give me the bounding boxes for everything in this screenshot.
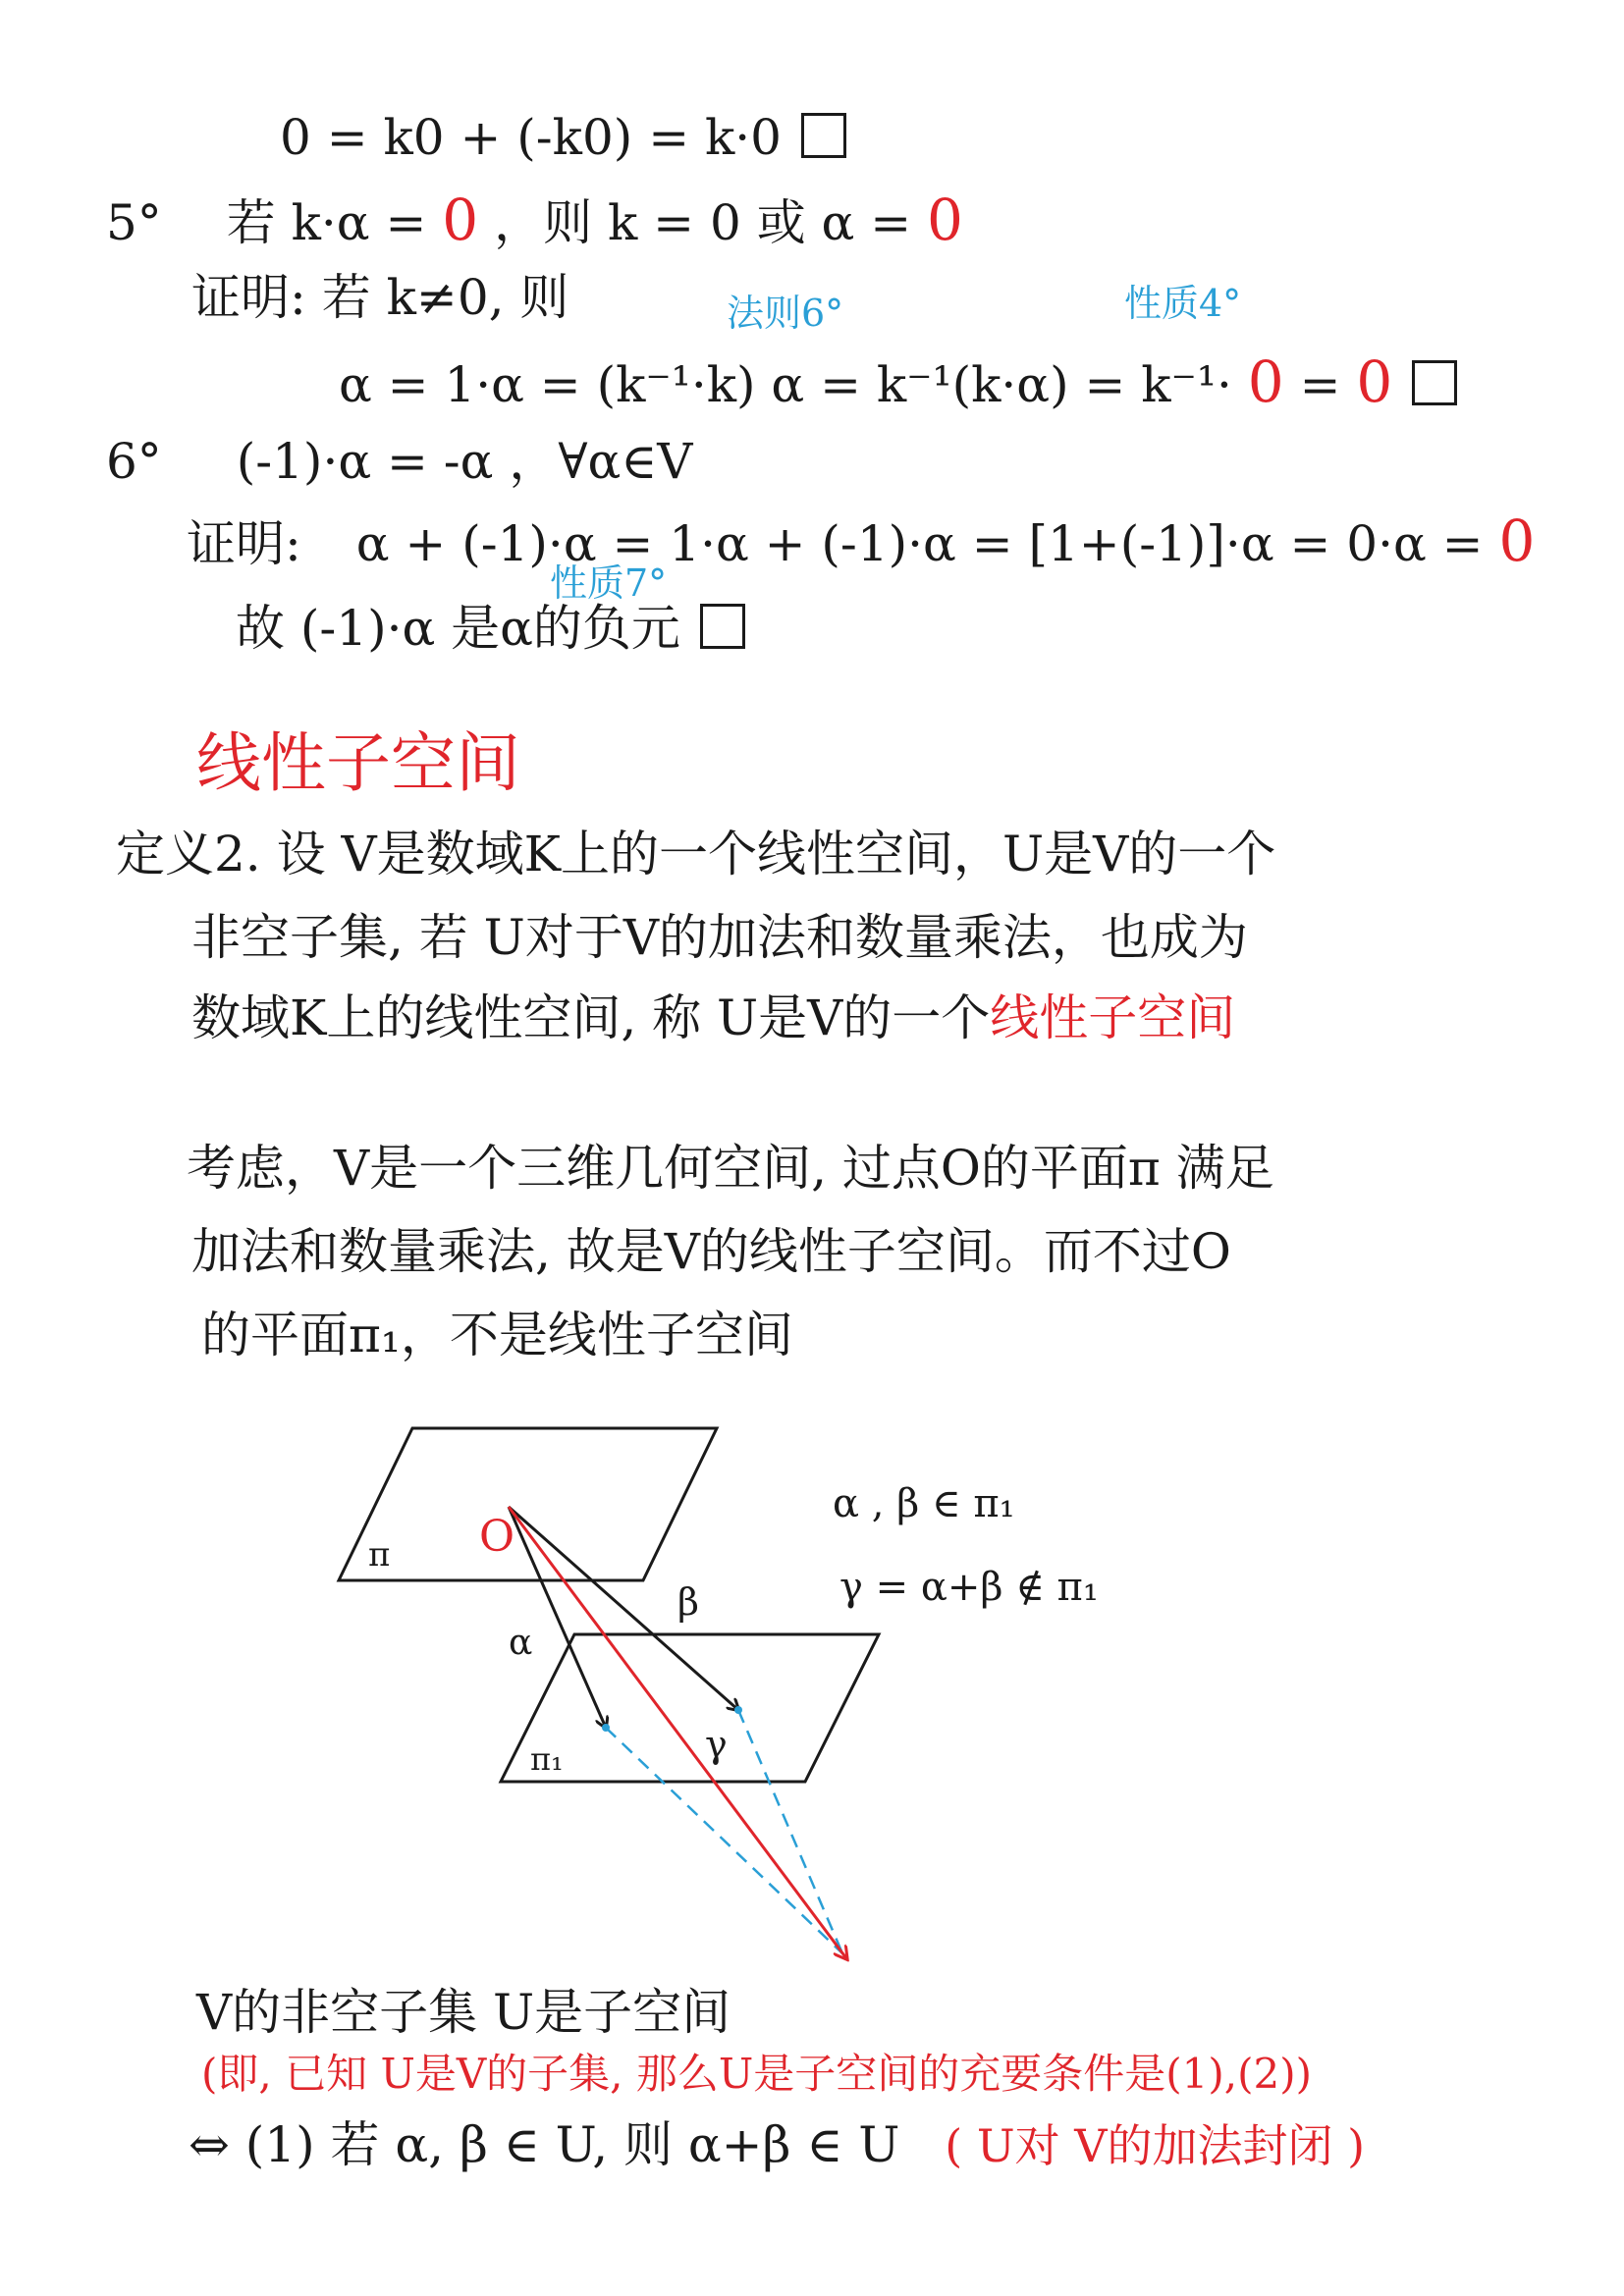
definition-line-1: 定义2. 设 V是数域K上的一个线性空间，U是V的一个 [116,826,1276,882]
origin-label: O [479,1512,515,1562]
alpha-label: α [509,1623,533,1663]
p4-equation: 0 = k0 + (-k0) = k·0 [280,109,782,166]
zero-vector-4: 0 [1356,348,1393,415]
p6-conclusion-line [236,600,745,657]
zero-vector-5: 0 [1498,507,1536,574]
vector-beta [509,1507,738,1710]
definition-line-2: 非空子集, 若 U对于V的加法和数量乘法，也成为 [191,909,1248,966]
p6-number: 6° [106,433,162,490]
zero-vector-3: 0 [1247,348,1284,415]
section-title: 线性子空间 [196,725,520,801]
p6-proof-label: 证明: [187,515,301,572]
qed-box [700,604,745,649]
dashed-line-2 [738,1710,842,1953]
note-property-4: 性质4° [1124,282,1242,325]
plane-vector-figure [0,1394,1624,1983]
p5-number: 5° [106,194,162,251]
definition-line-3 [191,989,1236,1046]
vector-gamma [509,1507,846,1958]
p5-statement-b: ，则 k = 0 或 α = [494,194,912,251]
criterion-line-2: (即, 已知 U是V的子集, 那么U是子空间的充要条件是(1),(2)) [201,2050,1312,2098]
qed-box [1412,360,1457,405]
definition-line-3-text: 数域K上的线性空间, 称 U是V的一个 [191,989,991,1046]
p5-statement [106,187,963,253]
p6-conclusion: 故 (-1)·α 是α的负元 [236,600,680,657]
consider-line-3: 的平面π₁，不是线性子空间 [201,1307,793,1363]
p5-proof-equation [339,348,1457,415]
consider-line-2: 加法和数量乘法, 故是V的线性子空间。而不过O [191,1223,1231,1280]
p6-statement [106,433,693,490]
p4-conclusion-line [280,109,846,166]
qed-box [801,113,846,158]
p6-proof-equation: α + (-1)·α = 1·α + (-1)·α = [1+(-1)]·α = 0·α = [355,515,1484,572]
plane-pi [339,1428,717,1580]
criterion-line-1: V的非空子集 U是子空间 [196,1984,731,2041]
zero-vector-2: 0 [927,187,963,253]
p5-statement-a: 若 k·α = [226,194,427,251]
p6-statement-text: (-1)·α = -α ，∀α∈V [236,433,693,490]
criterion-line-3-text: ⇔ (1) 若 α, β ∈ U, 则 α+β ∈ U [189,2116,900,2173]
gamma-label: γ [705,1723,728,1766]
p5-equals: = [1299,356,1341,413]
plane-pi-1-label: π₁ [530,1740,564,1778]
criterion-line-3 [189,2116,1366,2173]
figure-note-1: α , β ∈ π₁ [833,1481,1015,1526]
note-rule-6: 法则6° [727,292,844,335]
definition-term: 线性子空间 [990,989,1236,1046]
p5-equation-text: α = 1·α = (k⁻¹·k) α = k⁻¹(k·α) = k⁻¹· [339,356,1232,413]
p5-proof-label: 证明: 若 k≠0, 则 [191,269,569,326]
point-beta-end [734,1706,742,1714]
closure-note: ( U对 V的加法封闭 ) [945,2119,1366,2172]
figure-note-2: γ = α+β ∉ π₁ [839,1565,1099,1610]
zero-vector-1: 0 [442,187,479,253]
beta-label: β [677,1580,699,1624]
consider-line-1: 考虑，V是一个三维几何空间, 过点O的平面π 满足 [187,1140,1274,1197]
p6-proof [187,507,1536,574]
plane-pi-label: π [368,1535,391,1575]
point-alpha-end [602,1724,610,1732]
note-property-7: 性质7° [550,561,668,605]
